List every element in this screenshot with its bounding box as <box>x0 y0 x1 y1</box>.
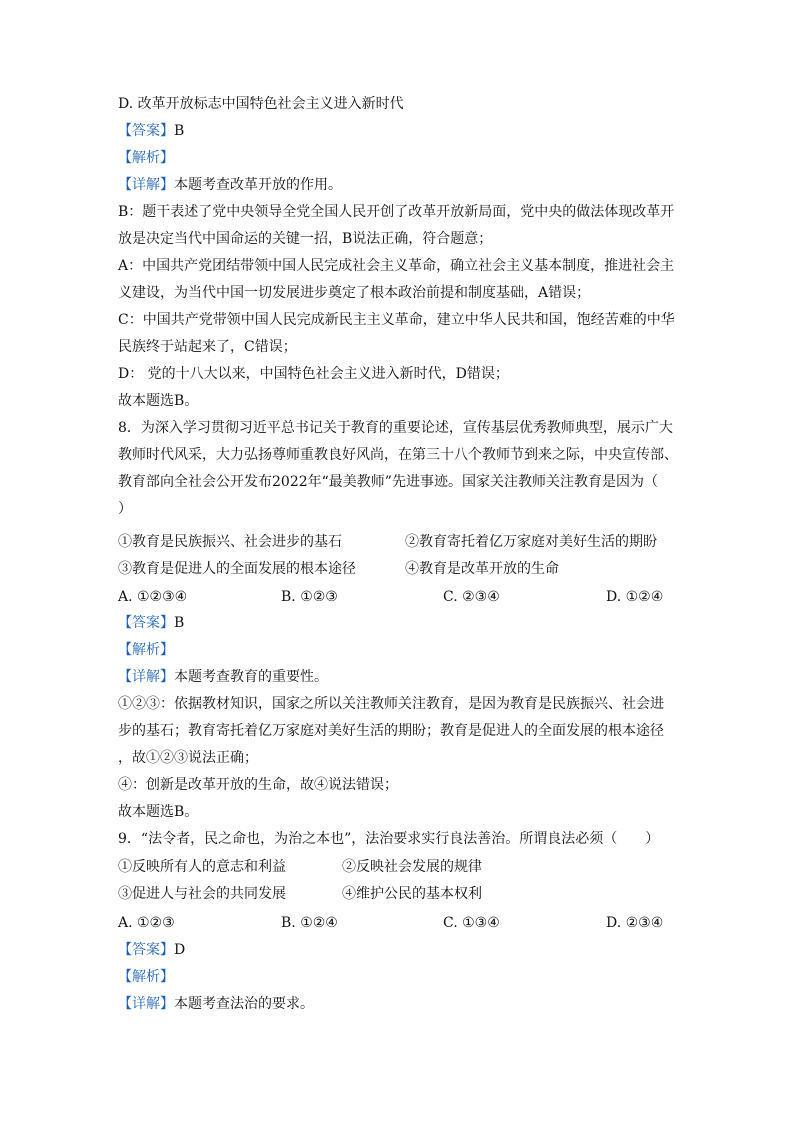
q8-analysis-tag: 【解析】 <box>118 642 174 658</box>
q9-statement-3: ③促进人与社会的共同发展 <box>118 886 286 902</box>
detail-tag: 【详解】 <box>118 669 174 685</box>
q7-explanation-line: 放是决定当代中国命运的关键一招，B说法正确，符合题意； <box>118 231 493 247</box>
q7-explanation-line: D： 党的十八大以来，中国特色社会主义进入新时代，D错误； <box>118 366 509 382</box>
answer-value: B <box>174 615 185 631</box>
q9-statement-1: ①反映所有人的意志和利益 <box>118 859 286 875</box>
q8-stem-line: 教师时代风采，大力弘扬尊师重教良好风尚，在第三十八个教师节到来之际，中央宣传部、 <box>118 447 678 463</box>
q8-conclusion: 故本题选B。 <box>118 804 199 820</box>
q8-choice-a: A. ①②③④ <box>118 589 188 605</box>
q8-explanation-line: 步的基石；教育寄托着亿万家庭对美好生活的期盼；教育是促进人的全面发展的根本途径 <box>118 723 664 739</box>
q8-statement-2: ②教育寄托着亿万家庭对美好生活的期盼 <box>405 534 657 550</box>
q7-detail <box>118 175 342 195</box>
q7-answer <box>118 121 184 141</box>
q8-statement-4: ④教育是改革开放的生命 <box>405 561 559 577</box>
q9-analysis-tag: 【解析】 <box>118 969 174 985</box>
q8-choice-d: D. ①②④ <box>606 589 664 605</box>
q7-explanation-line: 民族终于站起来了，C错误； <box>118 339 297 355</box>
q8-explanation-line: ①②③：依据教材知识，国家之所以关注教师关注教育，是因为教育是民族振兴、社会进 <box>118 696 664 712</box>
q9-choice-d: D. ②③④ <box>606 915 664 931</box>
answer-tag: 【答案】 <box>118 942 174 958</box>
q9-choice-b: B. ①②④ <box>281 915 338 931</box>
q7-option-d: D. 改革开放标志中国特色社会主义进入新时代 <box>118 96 404 112</box>
q8-statement-3: ③教育是促进人的全面发展的根本途径 <box>118 561 356 577</box>
q8-explanation-line: ④：创新是改革开放的生命，故④说法错误； <box>118 777 398 793</box>
answer-value: B <box>174 123 185 139</box>
detail-text: 本题考查教育的重要性。 <box>174 669 328 685</box>
q9-statement-4: ④维护公民的基本权利 <box>342 886 482 902</box>
detail-text: 本题考查改革开放的作用。 <box>174 177 342 193</box>
q8-answer <box>118 613 184 633</box>
q9-choice-c: C. ①③④ <box>443 915 500 931</box>
q7-explanation-line: C：中国共产党带领中国人民完成新民主主义革命，建立中华人民共和国，饱经苦难的中华 <box>118 312 675 328</box>
q8-statement-1: ①教育是民族振兴、社会进步的基石 <box>118 534 342 550</box>
detail-tag: 【详解】 <box>118 996 174 1012</box>
q7-explanation-line: 义建设，为当代中国一切发展进步奠定了根本政治前提和制度基础，A错误； <box>118 285 591 301</box>
q7-explanation-line: A：中国共产党团结带领中国人民完成社会主义革命，确立社会主义基本制度，推进社会主 <box>118 258 675 274</box>
detail-text: 本题考查法治的要求。 <box>174 996 314 1012</box>
answer-value: D <box>174 942 186 958</box>
q9-answer <box>118 940 185 960</box>
q7-explanation-line: B：题干表述了党中央领导全党全国人民开创了改革开放新局面，党中央的做法体现改革开 <box>118 204 675 220</box>
detail-tag: 【详解】 <box>118 177 174 193</box>
q9-statement-2: ②反映社会发展的规律 <box>342 859 482 875</box>
q7-analysis-tag: 【解析】 <box>118 150 174 166</box>
q8-stem-line: ） <box>118 501 132 517</box>
answer-tag: 【答案】 <box>118 615 174 631</box>
q9-stem: 9．“法令者，民之命也，为治之本也”，法治要求实行良法善治。所谓良法必须（ ） <box>118 831 660 847</box>
q7-conclusion: 故本题选B。 <box>118 393 199 409</box>
q8-choice-b: B. ①②③ <box>281 589 338 605</box>
answer-tag: 【答案】 <box>118 123 174 139</box>
q9-choice-a: A. ①②③ <box>118 915 175 931</box>
q9-detail <box>118 994 314 1014</box>
q8-choice-c: C. ②③④ <box>443 589 500 605</box>
q8-stem-line: 8．为深入学习贯彻习近平总书记关于教育的重要论述，宣传基层优秀教师典型，展示广大 <box>118 420 673 436</box>
q8-detail <box>118 667 328 687</box>
q8-explanation-line: ，故①②③说法正确； <box>118 750 258 766</box>
q8-stem-line: 教育部向全社会公开发布2022年“最美教师”先进事迹。国家关注教师关注教育是因为（ <box>118 474 658 490</box>
